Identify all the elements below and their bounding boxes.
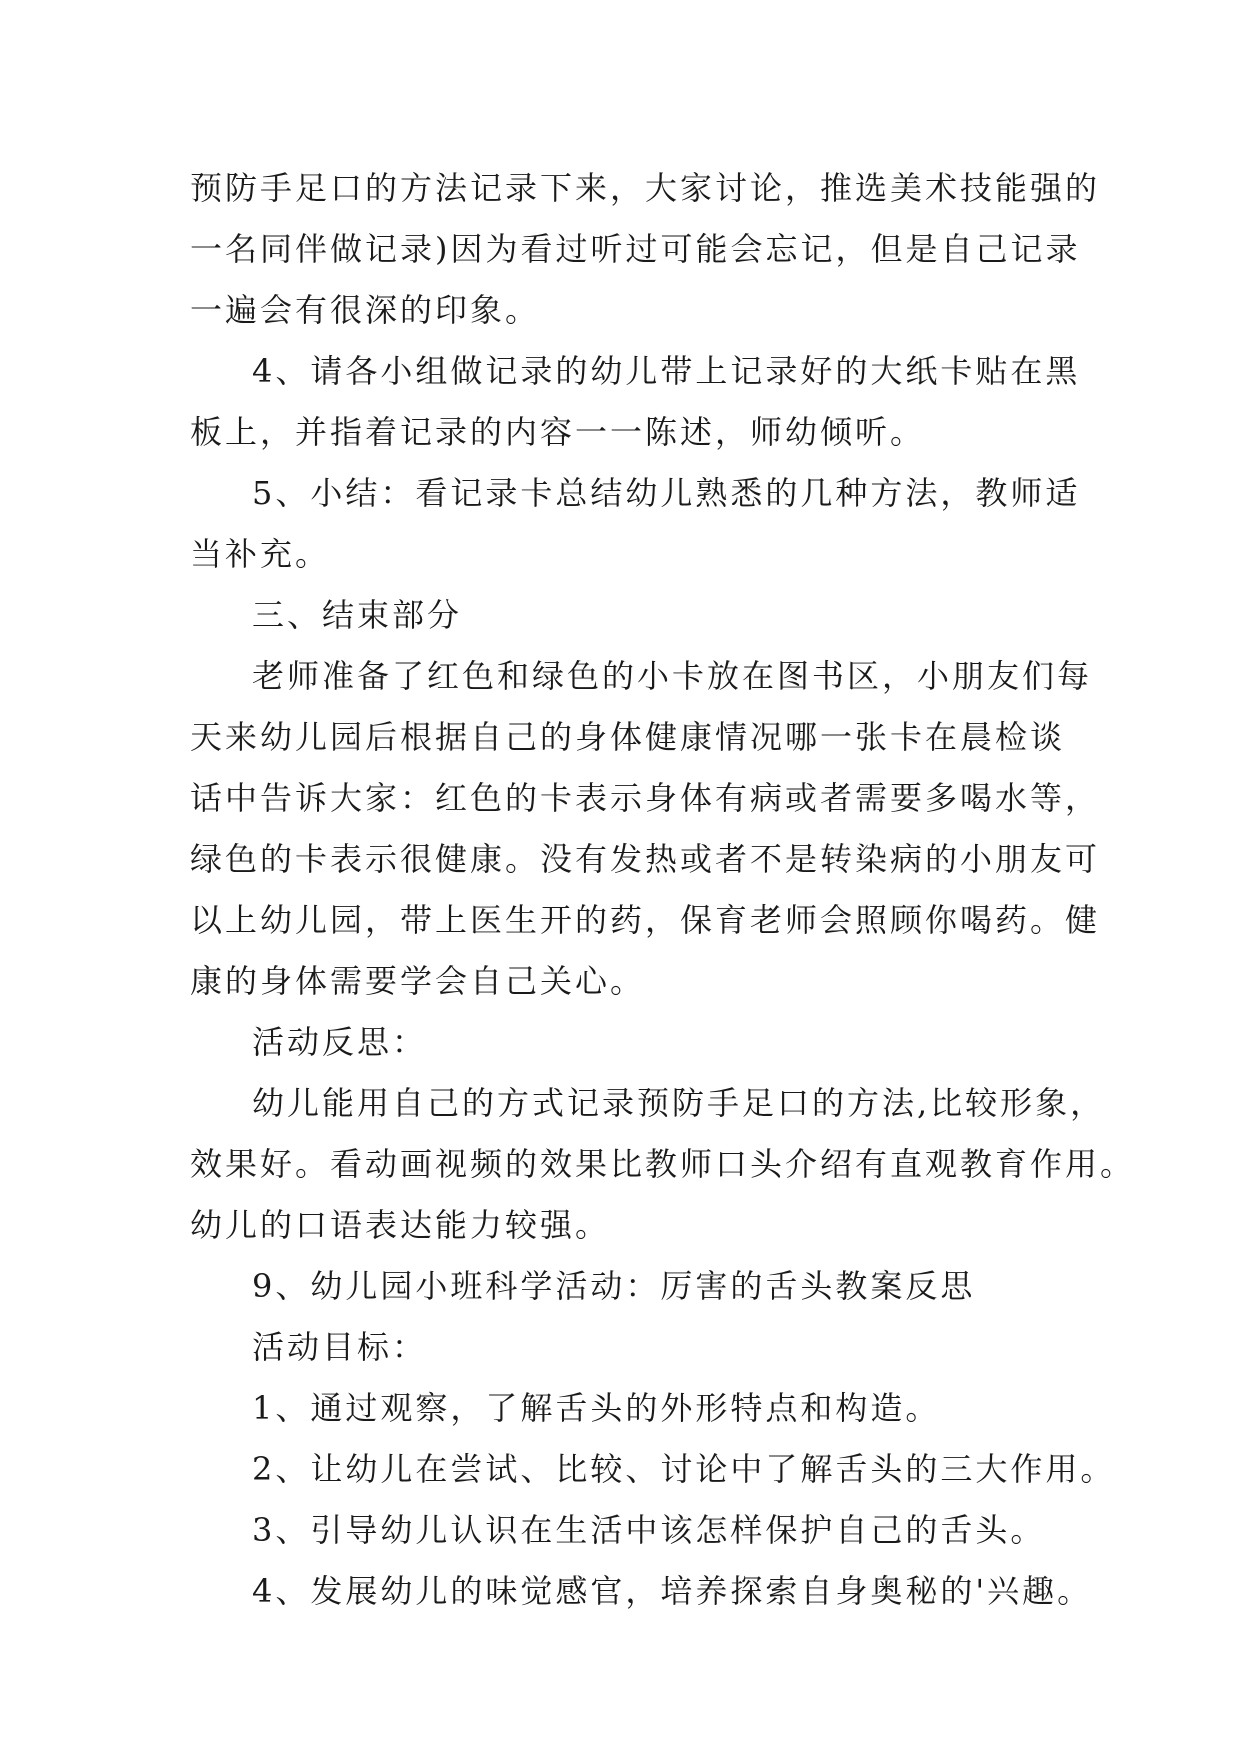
text-line: 一遍会有很深的印象。 <box>190 291 541 329</box>
section-heading: 活动目标： <box>252 1328 428 1366</box>
section-heading: 活动反思： <box>252 1023 428 1061</box>
text-line: 效果好。看动画视频的效果比教师口头介绍有直观教育作用。 <box>190 1145 1136 1183</box>
list-item: 3、引导幼儿认识在生活中该怎样保护自己的舌头。 <box>252 1511 1046 1549</box>
document-body <box>190 158 1136 1622</box>
text-line: 预防手足口的方法记录下来，大家讨论，推选美术技能强的 <box>190 169 1101 207</box>
text-line: 幼儿能用自己的方式记录预防手足口的方法,比较形象， <box>252 1084 1106 1122</box>
text-line: 一名同伴做记录)因为看过听过可能会忘记，但是自己记录 <box>190 230 1081 268</box>
text-line: 绿色的卡表示很健康。没有发热或者不是转染病的小朋友可 <box>190 840 1101 878</box>
text-line: 幼儿的口语表达能力较强。 <box>190 1206 611 1244</box>
section-heading: 9、幼儿园小班科学活动：厉害的舌头教案反思 <box>252 1267 976 1305</box>
list-item: 1、通过观察，了解舌头的外形特点和构造。 <box>252 1389 941 1427</box>
text-line: 5、小结：看记录卡总结幼儿熟悉的几种方法，教师适 <box>252 474 1081 512</box>
text-line: 4、请各小组做记录的幼儿带上记录好的大纸卡贴在黑 <box>252 352 1081 390</box>
text-line: 以上幼儿园，带上医生开的药，保育老师会照顾你喝药。健 <box>190 901 1101 939</box>
list-item: 4、发展幼儿的味觉感官，培养探索自身奥秘的'兴趣。 <box>252 1572 1093 1610</box>
text-line: 话中告诉大家：红色的卡表示身体有病或者需要多喝水等， <box>190 779 1101 817</box>
text-line: 当补充。 <box>190 535 331 573</box>
text-line: 老师准备了红色和绿色的小卡放在图书区，小朋友们每 <box>252 657 1093 695</box>
text-line: 康的身体需要学会自己关心。 <box>190 962 646 1000</box>
text-line: 板上，并指着记录的内容一一陈述，师幼倾听。 <box>190 413 926 451</box>
list-item: 2、让幼儿在尝试、比较、讨论中了解舌头的三大作用。 <box>252 1450 1116 1488</box>
text-line: 天来幼儿园后根据自己的身体健康情况哪一张卡在晨检谈 <box>190 718 1066 756</box>
section-heading: 三、结束部分 <box>252 596 463 634</box>
